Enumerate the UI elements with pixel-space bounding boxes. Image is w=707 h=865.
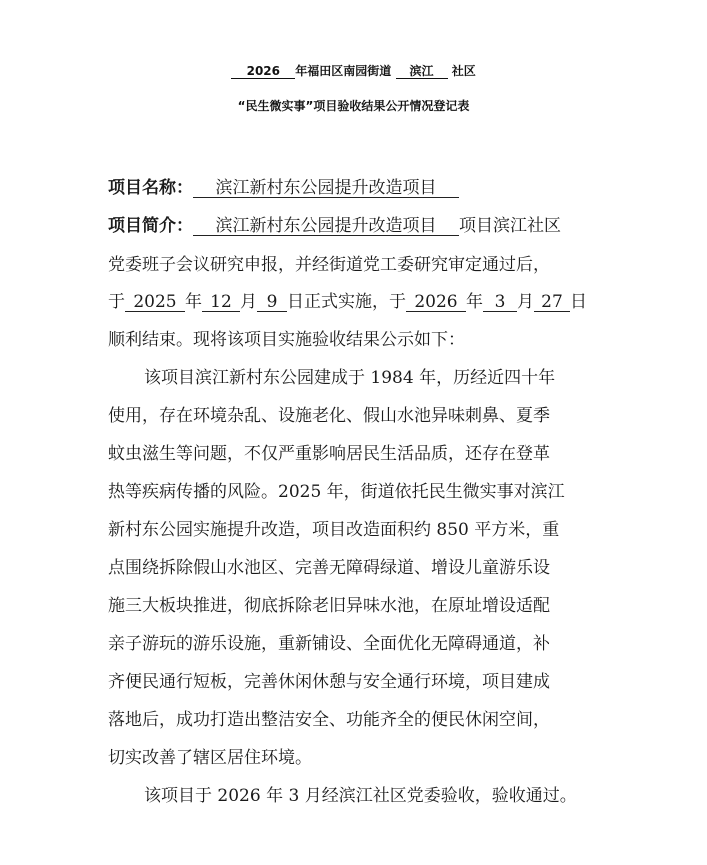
- text-start-tail: 日正式实施，于: [287, 292, 406, 312]
- intro-project-name: 滨江新村东公园提升改造项目: [193, 217, 459, 236]
- title-year-suffix: 年福田区南园街道: [295, 64, 392, 78]
- project-name-value: 滨江新村东公园提升改造项目: [193, 179, 459, 198]
- start-year: 2025: [125, 293, 185, 312]
- body-line-8: 亲子游玩的游乐设施，重新铺设、全面优化无障碍通道，补: [108, 634, 550, 654]
- document-title-line2: “民生微实事”项目验收结果公开情况登记表: [237, 99, 470, 113]
- body-line-1: 该项目滨江新村东公园建成于 1984 年，历经近四十年: [144, 368, 556, 388]
- body-line-3: 蚊虫滋生等问题，不仅严重影响居民生活品质，还存在登革: [108, 444, 550, 464]
- text-nian-2: 年: [466, 292, 483, 312]
- intro-line-2: 党委班子会议研究申报，并经街道党工委研究审定通过后，: [108, 255, 550, 275]
- end-year: 2026: [406, 293, 466, 312]
- text-yue: 月: [240, 292, 257, 312]
- body-line-2: 使用，存在环境杂乱、设施老化、假山水池异味刺鼻、夏季: [108, 406, 550, 426]
- intro-label: 项目简介：: [108, 216, 193, 236]
- text-ri: 日: [570, 292, 587, 312]
- body-line-7: 施三大板块推进，彻底拆除老旧异味水池，在原址增设适配: [108, 596, 550, 616]
- start-month: 12: [202, 293, 240, 312]
- body-line-10: 落地后，成功打造出整洁安全、功能齐全的便民休闲空间，: [108, 710, 550, 730]
- body-line-6: 点围绕拆除假山水池区、完善无障碍绿道、增设儿童游乐设: [108, 558, 550, 578]
- intro-line-4: 顺利结束。现将该项目实施验收结果公示如下：: [108, 330, 465, 350]
- intro-line-1: [108, 216, 606, 236]
- end-day: 27: [534, 293, 570, 312]
- text-nian: 年: [185, 292, 202, 312]
- intro-line-3: [108, 292, 606, 312]
- intro-line1-tail: 项目滨江社区: [459, 216, 561, 236]
- document-title-line1: [0, 62, 707, 79]
- start-day: 9: [257, 293, 287, 312]
- body-para-2: 该项目于 2026 年 3 月经滨江社区党委验收，验收通过。: [144, 786, 577, 806]
- project-name-row: [108, 178, 606, 198]
- body-line-9: 齐便民通行短板，完善休闲休憩与安全通行环境，项目建成: [108, 672, 550, 692]
- project-name-label: 项目名称：: [108, 178, 193, 198]
- text-yue-2: 月: [517, 292, 534, 312]
- title-community: 滨江: [396, 65, 448, 79]
- body-line-5: 新村东公园实施提升改造，项目改造面积约 850 平方米，重: [108, 520, 560, 540]
- body-line-11: 切实改善了辖区居住环境。: [108, 748, 312, 768]
- end-month: 3: [483, 293, 517, 312]
- title-community-suffix: 社区: [451, 64, 476, 78]
- text-yu: 于: [108, 292, 125, 312]
- body-line-4: 热等疾病传播的风险。2025 年，街道依托民生微实事对滨江: [108, 482, 565, 502]
- title-year: 2026: [231, 65, 295, 79]
